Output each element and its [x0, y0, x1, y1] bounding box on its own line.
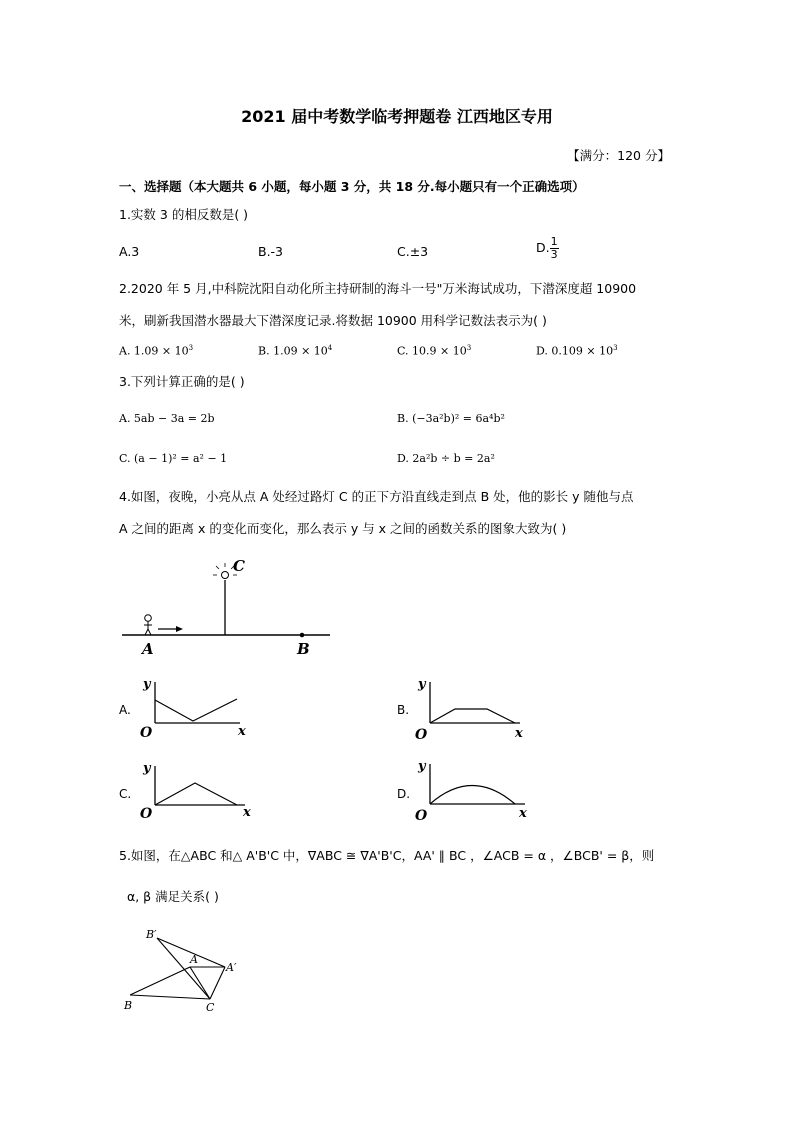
question-2-line-2: 米，刷新我国潜水器最大下潜深度记录.将数据 10900 用科学记数法表示为( )	[119, 313, 547, 328]
q1-option-a: A.3	[119, 244, 140, 259]
svg-text:x: x	[238, 724, 246, 739]
q2-option-d: D. $0.109 \times 10^3$	[536, 344, 618, 358]
label-a-prime: A′	[226, 961, 237, 974]
q3-option-c: C. (a − 1)² = a² − 1	[119, 452, 228, 465]
point-b-label: B	[297, 640, 310, 658]
label-c: C	[206, 1001, 215, 1014]
q1-option-b: B.-3	[258, 244, 284, 259]
question-1-stem: 1.实数 3 的相反数是( )	[119, 207, 249, 222]
point-a-label: A	[142, 640, 154, 658]
fraction-denominator: 3	[550, 248, 558, 261]
q1-option-c: C.±3	[397, 244, 429, 259]
fraction-numerator: 1	[550, 235, 558, 248]
q3-option-d: D. 2a²b ÷ b = 2a²	[397, 452, 495, 465]
question-5-line-2: α, β 满足关系( )	[127, 889, 219, 904]
svg-text:O: O	[415, 808, 428, 824]
question-3-stem: 3.下列计算正确的是( )	[119, 374, 245, 389]
q2-option-c: C. $10.9 \times 10^3$	[397, 344, 472, 358]
graph-c-label: C.	[119, 787, 132, 801]
question-5-line-1: 5.如图，在△ABC 和△ A'B'C 中，∇ABC ≅ ∇A'B'C，AA' ∥ BC ，∠ACB = α ，∠BCB' = β，则	[119, 848, 655, 863]
svg-text:O: O	[415, 727, 428, 743]
q2-option-b: B. $1.09 \times 10^4$	[258, 344, 333, 358]
q2-option-a: A. $1.09 \times 10^3$	[119, 344, 194, 358]
q3-option-b: B. (−3a²b)² = 6a⁴b²	[397, 412, 505, 425]
graph-a-label: A.	[119, 703, 131, 717]
svg-text:O: O	[140, 725, 153, 741]
svg-text:x: x	[515, 726, 523, 741]
label-b: B	[124, 999, 133, 1012]
graph-b-label: B.	[397, 703, 410, 717]
question-2-line-1: 2.2020 年 5 月,中科院沈阳自动化所主持研制的海斗一号"万米海试成功，下潜深度超 10900	[119, 281, 637, 296]
svg-text:y: y	[418, 759, 426, 774]
label-a: A	[190, 953, 198, 966]
q3-option-a: A. 5ab − 3a = 2b	[119, 412, 215, 425]
svg-text:O: O	[140, 806, 153, 822]
question-4-line-2: A 之间的距离 x 的变化而变化，那么表示 y 与 x 之间的函数关系的图象大致为( )	[119, 521, 567, 536]
section-heading: 一、选择题（本大题共 6 小题，每小题 3 分，共 18 分.每小题只有一个正确选项）	[119, 179, 585, 194]
svg-text:y: y	[143, 677, 151, 692]
question-4-line-1: 4.如图，夜晚，小亮从点 A 处经过路灯 C 的正下方沿直线走到点 B 处，他的影长 y 随他与点	[119, 489, 634, 504]
svg-text:y: y	[418, 677, 426, 692]
point-c-label: C	[233, 557, 245, 575]
q1-option-d-prefix: D.	[536, 240, 550, 255]
full-score: 【满分：120 分】	[567, 148, 670, 163]
svg-text:x: x	[243, 805, 251, 820]
graph-d-label: D.	[397, 787, 411, 801]
svg-text:y: y	[143, 761, 151, 776]
paper-title: 2021 届中考数学临考押题卷 江西地区专用	[241, 107, 553, 126]
label-b-prime: B′	[146, 928, 157, 941]
svg-text:x: x	[519, 806, 527, 821]
